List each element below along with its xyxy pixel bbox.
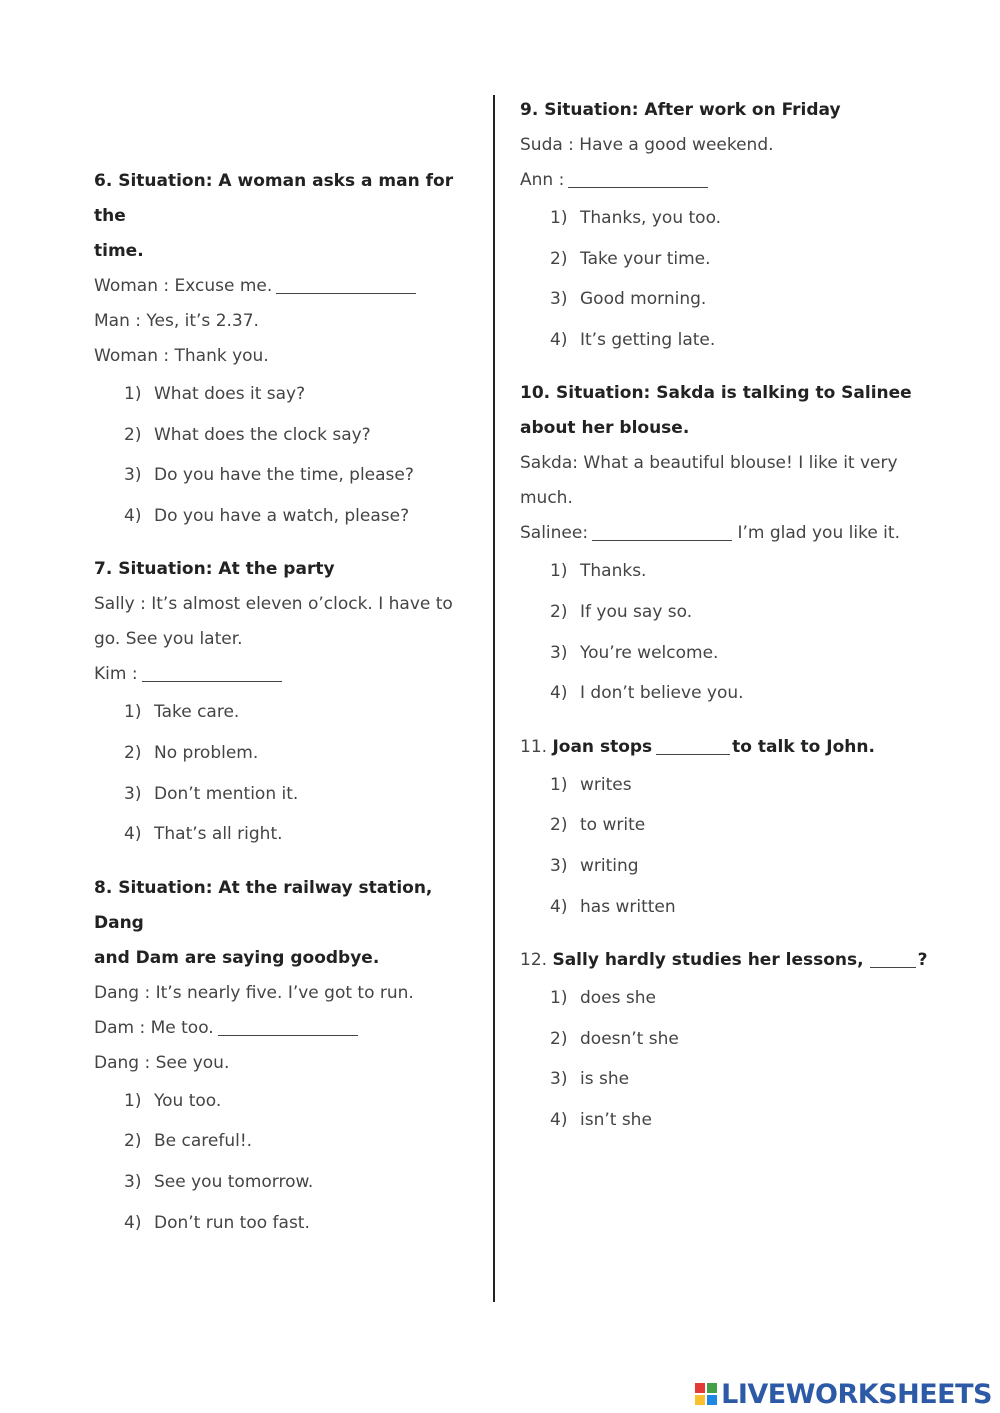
option-item[interactable] [550,320,920,361]
option-number: 1) [124,384,142,404]
option-item[interactable] [124,455,474,496]
options-list [550,198,920,360]
option-text: Take care. [154,702,240,723]
question-10-title-line-1: 10. Situation: Sakda is talking to Salinee [520,383,912,404]
option-number: 4) [550,1109,568,1130]
dialogue-line: Dang : See you. [94,1052,230,1073]
answer-blank[interactable] [656,736,730,755]
question-11-prompt [520,730,920,765]
dialogue-line: Man : Yes, it’s 2.37. [94,311,259,331]
question-6-title-line-2: time. [94,241,144,261]
option-text: Don’t run too fast. [154,1212,310,1233]
logo-icon [695,1383,717,1405]
option-number: 1) [550,774,568,795]
options-list [124,1081,474,1243]
option-text: Take your time. [580,248,711,269]
question-10 [520,376,920,713]
dialogue-text: Dam : Me too. [94,1017,214,1038]
question-9 [520,93,920,360]
dialogue-line: Dang : It’s nearly five. I’ve got to run. [94,982,414,1003]
option-number: 3) [124,1171,142,1192]
option-number: 4) [124,1212,142,1233]
answer-blank[interactable] [592,522,732,541]
question-7-title: 7. Situation: At the party [94,559,335,580]
question-number: 12. [520,950,548,971]
answer-blank[interactable] [142,663,282,682]
option-number: 2) [550,248,568,269]
option-item[interactable] [550,551,920,592]
option-number: 2) [550,1028,568,1049]
option-item[interactable] [550,239,920,280]
option-item[interactable] [550,887,920,928]
question-6-title-line-1: 6. Situation: A woman asks a man for the [94,171,454,226]
question-number: 11. [520,736,548,757]
prompt-text: Sally hardly studies her lessons, [552,950,864,971]
option-number: 3) [550,289,568,310]
options-list [124,692,474,854]
left-column [94,164,474,1259]
option-number: 4) [124,505,142,526]
option-item[interactable] [124,496,474,537]
option-text: Don’t mention it. [154,783,299,804]
logo-text: LIVEWORKSHEETS [721,1378,992,1410]
options-list [550,765,920,927]
option-text: That’s all right. [154,824,283,845]
option-number: 4) [550,329,568,350]
option-number: 3) [550,642,568,663]
option-text: You’re welcome. [580,642,719,663]
option-text: No problem. [154,742,259,763]
question-6 [94,164,474,536]
answer-blank[interactable] [568,169,708,188]
option-text: does she [580,988,657,1009]
question-12 [520,943,928,1140]
option-number: 2) [550,601,568,622]
option-text: Do you have the time, please? [154,465,414,486]
dialogue-line: go. See you later. [94,629,243,650]
question-9-title: 9. Situation: After work on Friday [520,100,841,120]
option-item[interactable] [550,1059,920,1100]
answer-blank[interactable] [218,1017,358,1036]
prompt-text: Joan stops [552,736,653,757]
option-text: doesn’t she [580,1028,679,1049]
option-number: 4) [124,824,142,845]
option-text: It’s getting late. [580,329,716,350]
option-number: 1) [550,561,568,582]
option-number: 1) [124,702,142,723]
right-column [520,93,928,1157]
option-item[interactable] [550,633,920,674]
option-item[interactable] [124,1203,474,1244]
dialogue-line: Suda : Have a good weekend. [520,135,774,155]
options-list [550,551,920,713]
options-list [124,374,474,536]
dialogue-line: Sally : It’s almost eleven o’clock. I have to [94,594,453,615]
option-item[interactable] [550,846,920,887]
option-number: 3) [550,855,568,876]
option-item[interactable] [550,592,920,633]
dialogue-text: Ann : [520,170,565,190]
option-text: Do you have a watch, please? [154,505,410,526]
option-item[interactable] [550,1019,920,1060]
option-text: If you say so. [580,601,693,622]
liveworksheets-logo[interactable] [695,1376,992,1412]
option-text: has written [580,896,676,917]
dialogue-line [520,516,920,551]
option-text: isn’t she [580,1109,652,1130]
option-text: writes [580,774,632,795]
option-text: What does it say? [154,384,306,404]
option-item[interactable] [124,374,474,415]
option-number: 3) [550,1069,568,1090]
option-item[interactable] [124,415,474,456]
question-8-title-line-2: and Dam are saying goodbye. [94,947,380,968]
option-text: Good morning. [580,289,707,310]
option-item[interactable] [550,978,920,1019]
option-item[interactable] [550,805,920,846]
option-text: is she [580,1069,630,1090]
option-number: 1) [124,1090,142,1111]
dialogue-line: Sakda: What a beautiful blouse! I like it very [520,453,898,474]
option-number: 2) [124,424,142,445]
option-text: See you tomorrow. [154,1171,314,1192]
dialogue-line [94,657,474,692]
option-number: 1) [550,208,568,228]
question-11 [520,730,920,927]
option-text: Thanks, you too. [580,208,722,228]
dialogue-line: Woman : Thank you. [94,346,269,366]
option-number: 2) [550,815,568,836]
option-text: What does the clock say? [154,424,371,445]
option-number: 3) [124,783,142,804]
option-number: 1) [550,988,568,1009]
dialogue-line: much. [520,488,573,509]
option-text: Be careful!. [154,1131,253,1152]
prompt-text: to talk to John. [732,736,875,757]
dialogue-text: Salinee: [520,523,589,544]
dialogue-text: Woman : Excuse me. [94,276,273,296]
dialogue-text: Kim : [94,664,138,685]
option-text: You too. [154,1090,222,1111]
option-number: 2) [124,1131,142,1152]
column-divider [493,95,495,1302]
question-8-title-line-1: 8. Situation: At the railway station, Dang [94,877,433,933]
option-number: 4) [550,683,568,704]
dialogue-line [94,1011,474,1046]
dialogue-line [94,269,474,304]
option-item[interactable] [550,279,920,320]
option-item[interactable] [124,733,474,774]
option-item[interactable] [124,814,474,855]
question-12-prompt [520,943,928,978]
option-text: to write [580,815,646,836]
option-text: I don’t believe you. [580,683,744,704]
question-10-title-line-2: about her blouse. [520,418,690,439]
option-number: 2) [124,742,142,763]
option-number: 3) [124,465,142,486]
option-item[interactable] [550,673,920,714]
option-text: Thanks. [580,561,647,582]
option-item[interactable] [550,1100,920,1141]
option-item[interactable] [124,692,474,733]
prompt-text: ? [917,950,928,971]
option-item[interactable] [550,765,920,806]
answer-blank[interactable] [870,949,916,968]
option-text: writing [580,855,639,876]
answer-blank[interactable] [276,275,416,294]
option-item[interactable] [124,1121,474,1162]
options-list [550,978,920,1140]
question-7 [94,552,474,854]
option-item[interactable] [124,1081,474,1122]
option-number: 4) [550,896,568,917]
option-item[interactable] [124,1162,474,1203]
option-item[interactable] [550,198,920,239]
dialogue-line [520,163,920,198]
dialogue-text: I’m glad you like it. [737,523,900,544]
option-item[interactable] [124,774,474,815]
question-8 [94,871,474,1243]
